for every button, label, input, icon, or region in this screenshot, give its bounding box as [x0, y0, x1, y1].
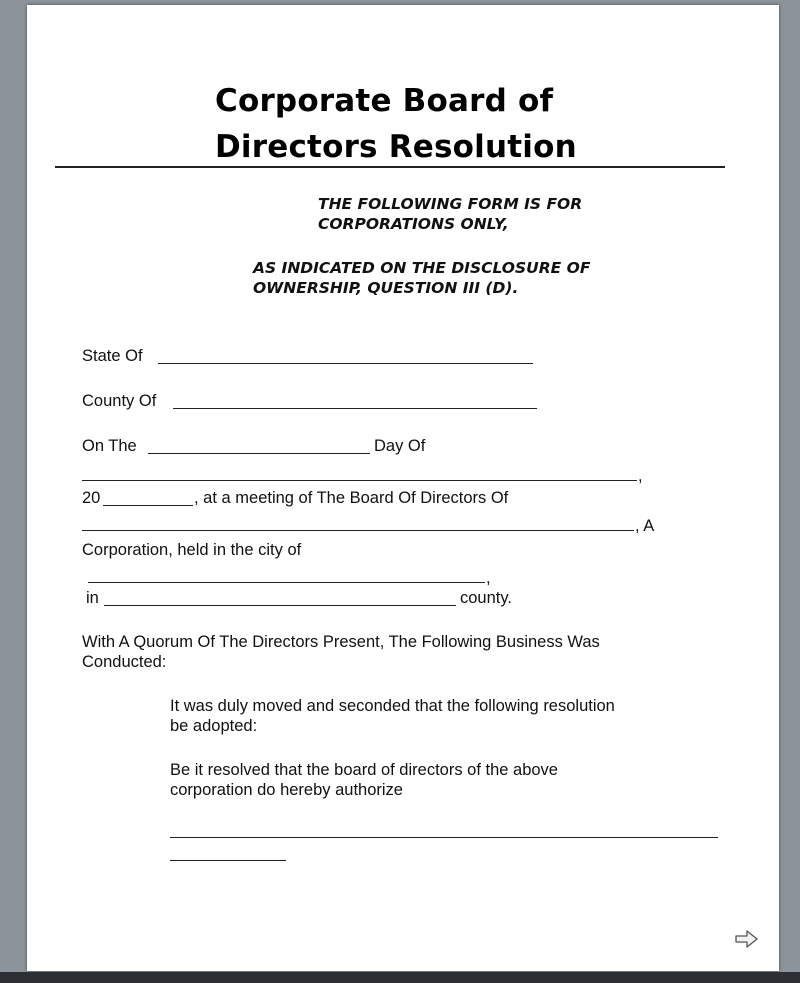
day-blank[interactable] — [148, 453, 370, 454]
motion-line-1: It was duly moved and seconded that the following resolution — [170, 697, 615, 715]
corporation-text: Corporation, held in the city of — [82, 541, 302, 559]
title-divider — [55, 166, 725, 168]
on-the-label: On The — [82, 437, 137, 455]
motion-paragraph — [170, 696, 615, 736]
bottom-bar — [0, 972, 800, 983]
day-of-label: Day Of — [374, 437, 426, 455]
year-prefix: 20 — [82, 489, 101, 507]
year-blank[interactable] — [103, 505, 193, 506]
county-name-blank[interactable] — [104, 605, 456, 606]
quorum-line-2: Conducted: — [82, 653, 167, 671]
county-blank[interactable] — [173, 408, 537, 409]
arrow-right-icon[interactable] — [734, 928, 760, 950]
disclosure-notice-line-2: OWNERSHIP, QUESTION III (D). — [253, 279, 519, 297]
disclosure-notice — [253, 258, 590, 298]
quorum-line-1: With A Quorum Of The Directors Present, The Following Business Was — [82, 633, 600, 651]
form-notice-line-2: CORPORATIONS ONLY, — [318, 215, 509, 233]
state-label: State Of — [82, 347, 143, 365]
a-label: , A — [635, 517, 655, 535]
resolution-paragraph — [170, 760, 558, 800]
comma: , — [486, 569, 491, 587]
motion-line-2: be adopted: — [170, 717, 258, 735]
page-title — [215, 78, 577, 170]
resolution-line-1: Be it resolved that the board of directors of the above — [170, 761, 558, 779]
comma: , — [638, 467, 643, 485]
quorum-paragraph — [82, 632, 600, 672]
county-suffix: county. — [460, 589, 512, 607]
title-line-1: Corporate Board of — [215, 83, 554, 119]
county-label: County Of — [82, 392, 157, 410]
month-blank[interactable] — [82, 480, 637, 481]
meeting-text: , at a meeting of The Board Of Directors Of — [194, 489, 509, 507]
title-line-2: Directors Resolution — [215, 129, 577, 165]
disclosure-notice-line-1: AS INDICATED ON THE DISCLOSURE OF — [253, 259, 591, 277]
authorization-blank[interactable] — [170, 837, 718, 838]
arrow-right-icon-graphic — [734, 928, 760, 950]
corporation-name-blank[interactable] — [82, 530, 634, 531]
authorization-blank-continued[interactable] — [170, 860, 286, 861]
in-label: in — [86, 589, 99, 607]
form-notice — [318, 194, 582, 234]
city-blank[interactable] — [88, 582, 485, 583]
resolution-line-2: corporation do hereby authorize — [170, 781, 403, 799]
state-blank[interactable] — [158, 363, 533, 364]
form-notice-line-1: THE FOLLOWING FORM IS FOR — [318, 195, 583, 213]
